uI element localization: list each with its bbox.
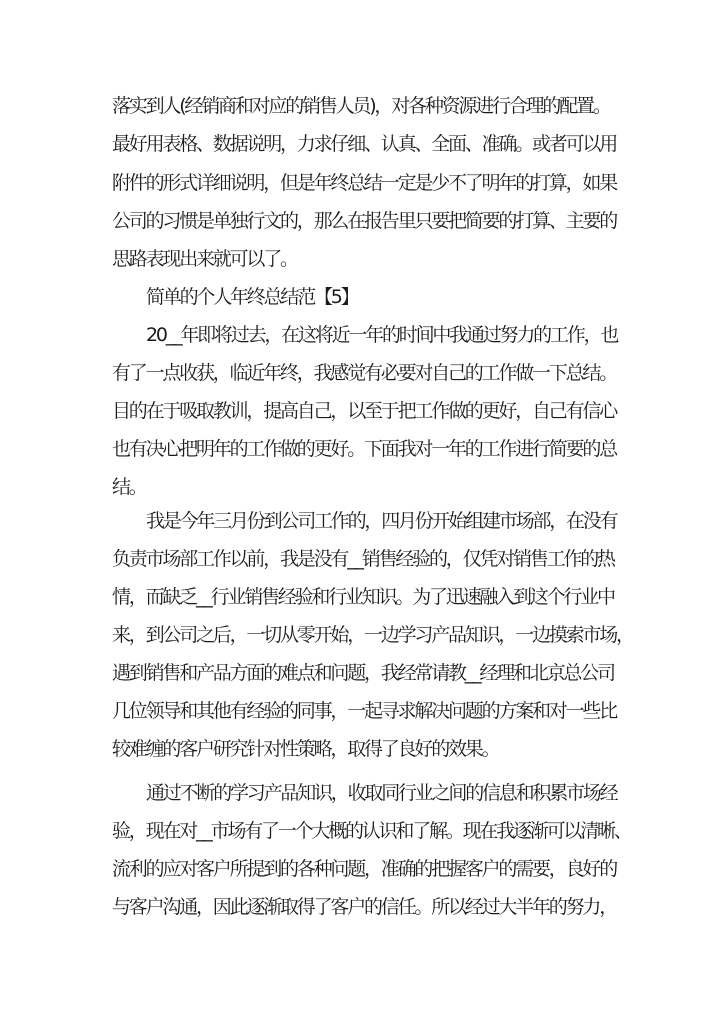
paragraph-line: 负责市场部工作以前，我是没有__销售经验的，仅凭对销售工作的热: [112, 548, 614, 570]
paragraph-line: 与客户沟通，因此逐渐取得了客户的信任。所以经过大半年的努力，: [112, 896, 617, 918]
paragraph-line: 有了一点收获，临近年终，我感觉有必要对自己的工作做一下总结。: [112, 362, 617, 384]
section-heading: 简单的个人年终总结范【5】: [146, 286, 358, 308]
paragraph-line: 来，到公司之后，一切从零开始，一边学习产品知识，一边摸索市场，: [112, 624, 633, 646]
paragraph-line: 我是今年三月份到公司工作的，四月份开始组建市场部，在没有: [146, 510, 617, 532]
paragraph-line: 遇到销售和产品方面的难点和问题，我经常请教__经理和北京总公司: [112, 662, 614, 684]
paragraph-line: 较难缠的客户研究针对性策略，取得了良好的效果。: [112, 738, 499, 760]
paragraph-line: 情，而缺乏__行业销售经验和行业知识。为了迅速融入到这个行业中: [112, 586, 614, 608]
paragraph-line: 目的在于吸取教训，提高自己，以至于把工作做的更好，自己有信心: [112, 400, 617, 422]
paragraph-line: 结。: [112, 476, 146, 498]
paragraph-line: 也有决心把明年的工作做的更好。下面我对一年的工作进行简要的总: [112, 438, 617, 460]
paragraph-line: 几位领导和其他有经验的同事，一起寻求解决问题的方案和对一些比: [112, 700, 617, 722]
paragraph-line: 最好用表格、数据说明，力求仔细、认真、全面、准确。或者可以用: [112, 133, 617, 155]
paragraph-line: 20__年即将过去，在这将近一年的时间中我通过努力的工作，也: [146, 324, 618, 346]
paragraph-line: 公司的习惯是单独行文的，那么在报告里只要把简要的打算、主要的: [112, 210, 617, 232]
paragraph-line: 落实到人(经销商和对应的销售人员)，对各种资源进行合理的配置。: [112, 95, 610, 117]
paragraph-line: 附件的形式详细说明，但是年终总结一定是少不了明年的打算，如果: [112, 172, 617, 194]
paragraph-line: 通过不断的学习产品知识，收取同行业之间的信息和积累市场经: [146, 782, 617, 804]
paragraph-line: 验，现在对__市场有了一个大概的认识和了解。现在我逐渐可以清晰、: [112, 820, 631, 842]
paragraph-line: 思路表现出来就可以了。: [112, 248, 297, 270]
paragraph-line: 流利的应对客户所提到的各种问题，准确的把握客户的需要，良好的: [112, 858, 617, 880]
